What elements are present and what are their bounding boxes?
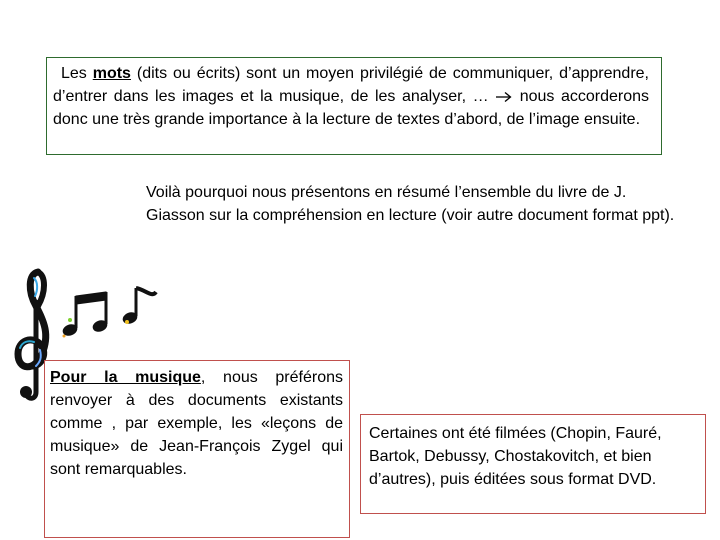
music-text: , nous préférons renvoyer à des documents existants comme , par exemple, les «leçons de musique» de Jean-François Zygel qui sont remarquables. [50, 369, 343, 478]
music-emphasis: Pour la musique [50, 369, 201, 386]
intro-prefix: Les [61, 65, 93, 82]
intro-emphasis-mots: mots [92, 65, 131, 82]
summary-paragraph [146, 181, 676, 227]
intro-text-box [46, 57, 662, 155]
music-text-box [44, 360, 350, 538]
intro-text-part2: nous accorderons donc une très grande importance à la lecture de textes d’abord, de l’image ensuite. [53, 88, 649, 128]
treble-clef-icon [18, 272, 46, 398]
right-arrow-icon [495, 91, 513, 103]
intro-text-part1: (dits ou écrits) sont un moyen privilégié de communiquer, d’apprendre, d’entrer dans les images et la musique, de les analyser, … [53, 65, 649, 105]
summary-text: Voilà pourquoi nous présentons en résumé l’ensemble du livre de J. Giasson sur la compréhension en lecture (voir autre document format ppt). [146, 184, 675, 224]
eighth-notes-icon [62, 292, 109, 338]
films-text: Certaines ont été filmées (Chopin, Fauré, Bartok, Debussy, Chostakovitch, et bien d’autres), puis éditées sous format DVD. [369, 425, 662, 488]
quarter-note-icon [122, 288, 156, 325]
films-text-box [360, 414, 706, 514]
